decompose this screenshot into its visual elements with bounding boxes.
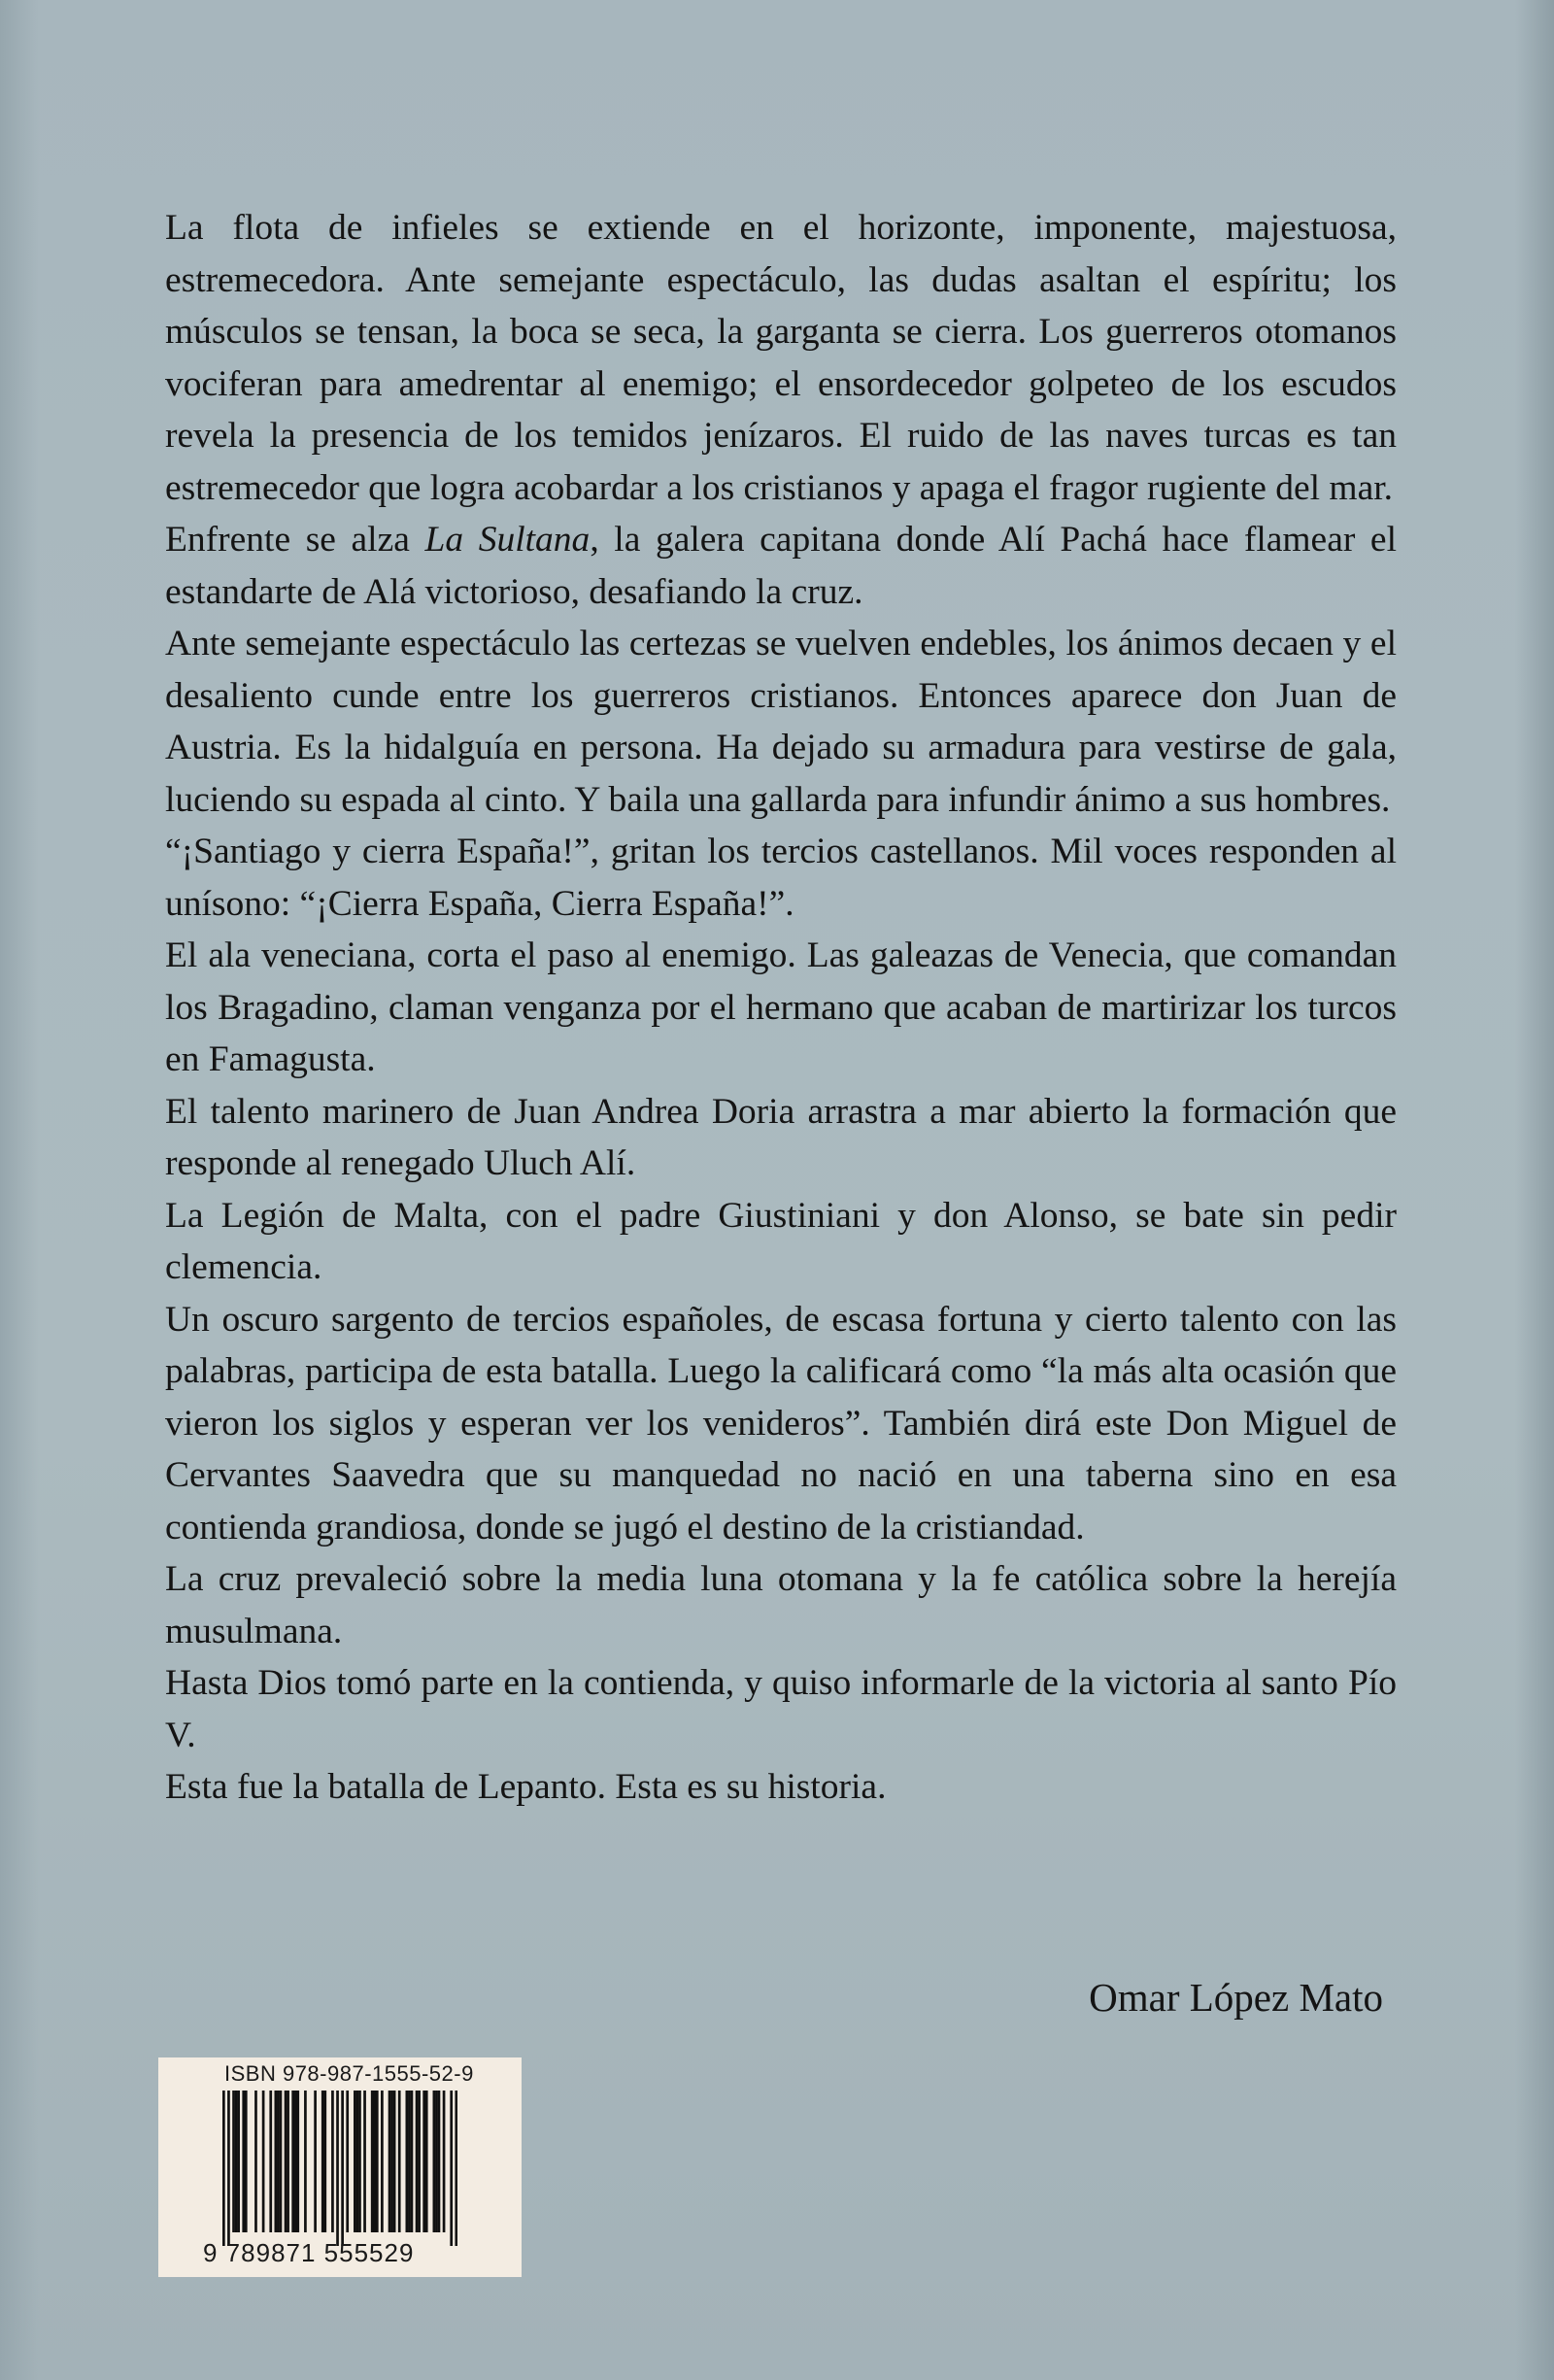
paragraph-text: Hasta Dios tomó parte en la contienda, y quiso informarle de la victoria al santo Pío V.	[165, 1663, 1397, 1755]
cover-edge-shadow-left	[0, 0, 39, 2380]
ship-name-italic: La Sultana	[424, 520, 591, 560]
barcode-bar	[331, 2091, 334, 2232]
cover-edge-shadow-right	[1515, 0, 1554, 2380]
barcode-bar	[346, 2091, 349, 2232]
synopsis-paragraph	[165, 826, 1397, 930]
barcode-bar	[277, 2091, 280, 2232]
barcode-bar	[425, 2091, 428, 2232]
barcode-bar	[398, 2091, 401, 2232]
barcode-bar	[296, 2091, 299, 2232]
barcode-bar	[443, 2091, 446, 2232]
barcode-bar	[336, 2091, 339, 2246]
barcode-bar	[363, 2091, 366, 2232]
barcode-bar	[274, 2091, 277, 2232]
barcode-bar	[356, 2091, 359, 2232]
isbn-number: ISBN 978-987-1555-52-9	[224, 2061, 474, 2086]
paragraph-text: La flota de infieles se extiende en el horizonte, imponente, majestuosa, estremecedora. Ante semejante espectáculo, las dudas asaltan el espíritu; los músculos se tensan, la boca se seca, la garganta se cierra. Los guerreros otomanos vociferan para amedrentar al enemigo; el ensordecedor golpeteo de los escudos revela la presencia de los temidos jenízaros. El ruido de las naves turcas es tan estremecedor que logra acobardar a los cristianos y apaga el fragor rugiente del mar.	[165, 208, 1397, 508]
barcode-bar	[358, 2091, 361, 2232]
synopsis-paragraph	[165, 1086, 1397, 1190]
barcode-bar	[262, 2091, 265, 2232]
barcode-bar	[376, 2091, 379, 2232]
paragraph-text: Enfrente se alza	[165, 520, 425, 560]
paragraph-text: El talento marinero de Juan Andrea Doria arrastra a mar abierto la formación que responde al renegado Uluch Alí.	[165, 1091, 1397, 1183]
barcode-bar	[222, 2091, 225, 2246]
paragraph-text: “¡Santiago y cierra España!”, gritan los tercios castellanos. Mil voces responden al unísono: “¡Cierra España, Cierra España!”.	[165, 832, 1397, 924]
paragraph-text: Ante semejante espectáculo las certezas se vuelven endebles, los ánimos decaen y el desaliento cunde entre los guerreros cristianos. Entonces aparece don Juan de Austria. Es la hidalguía en persona. Ha dejado su armadura para vestirse de gala, luciendo su espada al cinto. Y baila una gallarda para infundir ánimo a sus hombres.	[165, 624, 1397, 820]
barcode-bar	[304, 2091, 307, 2232]
paragraph-text: La cruz prevaleció sobre la media luna otomana y la fe católica sobre la herejía musulmana.	[165, 1559, 1397, 1651]
synopsis-paragraph	[165, 514, 1397, 618]
barcode-bar	[388, 2091, 391, 2232]
synopsis-paragraph	[165, 1657, 1397, 1761]
barcode-bar	[269, 2091, 272, 2232]
barcode-bar	[237, 2091, 240, 2232]
barcode-bar	[373, 2091, 376, 2232]
barcode-bar	[433, 2091, 436, 2232]
synopsis-paragraph	[165, 1190, 1397, 1294]
barcode-bar	[232, 2091, 235, 2232]
barcode-bar	[455, 2091, 457, 2246]
barcode-bar	[435, 2091, 438, 2232]
paragraph-text: La Legión de Malta, con el padre Giustiniani y don Alonso, se bate sin pedir clemencia.	[165, 1195, 1397, 1287]
barcode-bar	[314, 2091, 317, 2232]
barcode-bar	[390, 2091, 393, 2232]
barcode-bar	[393, 2091, 396, 2232]
barcode-bar	[438, 2091, 441, 2232]
barcode-bar	[285, 2091, 287, 2232]
barcode-bar	[294, 2091, 297, 2232]
barcode-bar	[245, 2091, 248, 2232]
author-name: Omar López Mato	[1089, 1975, 1383, 2020]
barcode-bar	[254, 2091, 257, 2232]
paragraph-text: Un oscuro sargento de tercios españoles, de escasa fortuna y cierto talento con las palabras, participa de esta batalla. Luego la calificará como “la más alta ocasión que vieron los siglos y esperan ver los venideros”. También dirá este Don Miguel de Cervantes Saavedra que su manquedad no nació en una taberna sino en esa contienda grandiosa, donde se jugó el destino de la cristiandad.	[165, 1299, 1397, 1547]
barcode-bar	[422, 2091, 425, 2232]
barcode-bar	[235, 2091, 238, 2232]
barcode-bar	[227, 2091, 230, 2246]
barcode-bar	[291, 2091, 294, 2232]
synopsis-paragraph	[165, 1553, 1397, 1657]
barcode-bar	[242, 2091, 245, 2232]
barcode-bar	[341, 2091, 344, 2246]
synopsis-paragraph	[165, 1761, 1397, 1814]
barcode-bar	[418, 2091, 421, 2232]
barcode-bar	[381, 2091, 384, 2232]
barcode-bar	[371, 2091, 374, 2232]
synopsis-paragraph	[165, 930, 1397, 1086]
paragraph-text: , la galera capitana donde Alí Pachá hace flamear el estandarte de Alá victorioso, desafiando la cruz.	[165, 520, 1397, 612]
paragraph-text: Esta fue la batalla de Lepanto. Esta es su historia.	[165, 1767, 887, 1807]
barcode-bar	[354, 2091, 356, 2232]
isbn-barcode-label	[158, 2057, 522, 2277]
barcode-bar	[450, 2091, 453, 2246]
synopsis-paragraph	[165, 1294, 1397, 1554]
barcode-bars	[222, 2091, 457, 2246]
barcode-bar	[287, 2091, 289, 2232]
barcode-bar	[416, 2091, 419, 2232]
barcode-bar	[406, 2091, 409, 2232]
paragraph-text: El ala veneciana, corta el paso al enemigo. Las galeazas de Venecia, que comandan los Bragadino, claman venganza por el hermano que acaban de martirizar los turcos en Famagusta.	[165, 935, 1397, 1079]
barcode-bar	[411, 2091, 414, 2232]
barcode-digits: 9 789871 555529	[203, 2238, 415, 2267]
barcode-bar	[323, 2091, 326, 2232]
synopsis-paragraph	[165, 202, 1397, 514]
back-cover-synopsis	[165, 202, 1397, 1814]
barcode-bar	[408, 2091, 411, 2232]
synopsis-paragraph	[165, 618, 1397, 826]
barcode-bar	[280, 2091, 283, 2232]
barcode-bar	[321, 2091, 324, 2232]
